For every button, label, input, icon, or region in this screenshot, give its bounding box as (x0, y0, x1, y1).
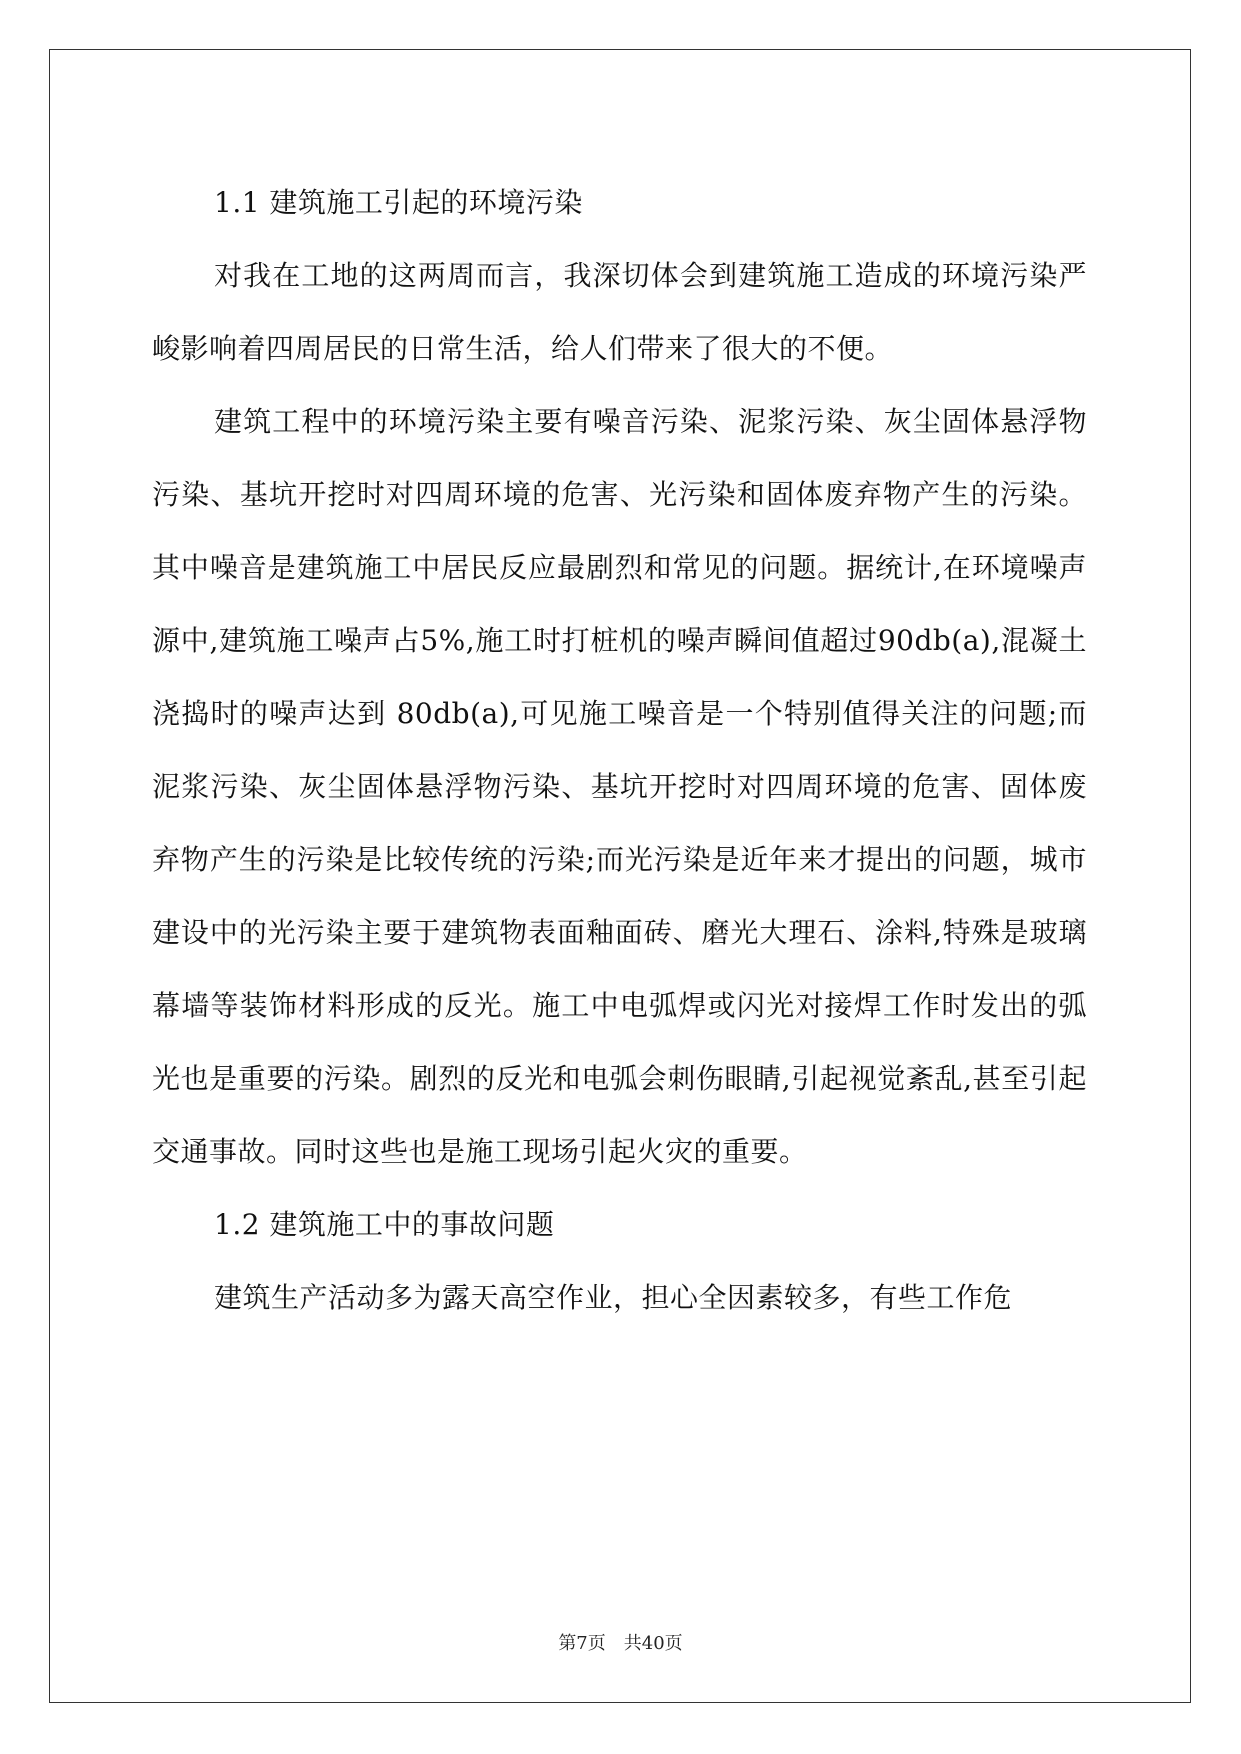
section-heading-1-2: 1.2 建筑施工中的事故问题 (214, 1208, 555, 1241)
paragraph: 建筑工程中的环境污染主要有噪音污染、泥浆污染、灰尘固体悬浮物污染、基坑开挖时对四周环境的危害、光污染和固体废弃物产生的污染。其中噪音是建筑施工中居民反应最剧烈和常见的问题。据统计,在环境噪声源中,建筑施工噪声占5%,施工时打桩机的噪声瞬间值超过90db(a),混凝土浇捣时的噪声达到 80db(a),可见施工噪音是一个特别值得关注的问题;而泥浆污染、灰尘固体悬浮物污染、基坑开挖时对四周环境的危害、固体废弃物产生的污染是比较传统的污染;而光污染是近年来才提出的问题，城市建设中的光污染主要于建筑物表面釉面砖、磨光大理石、涂料,特殊是玻璃幕墙等装饰材料形成的反光。施工中电弧焊或闪光对接焊工作时发出的弧光也是重要的污染。剧烈的反光和电弧会刺伤眼睛,引起视觉紊乱,甚至引起交通事故。同时这些也是施工现场引起火灾的重要。 (152, 405, 1087, 1168)
page-footer (0, 1629, 1241, 1655)
section-heading-1-1: 1.1 建筑施工引起的环境污染 (214, 186, 583, 219)
page-total: 共40页 (623, 1633, 683, 1654)
document-body (152, 166, 1087, 1334)
page-number: 第7页 (558, 1633, 606, 1654)
paragraph: 对我在工地的这两周而言，我深切体会到建筑施工造成的环境污染严峻影响着四周居民的日常生活，给人们带来了很大的不便。 (152, 259, 1087, 365)
paragraph: 建筑生产活动多为露天高空作业，担心全因素较多，有些工作危 (214, 1281, 1013, 1314)
